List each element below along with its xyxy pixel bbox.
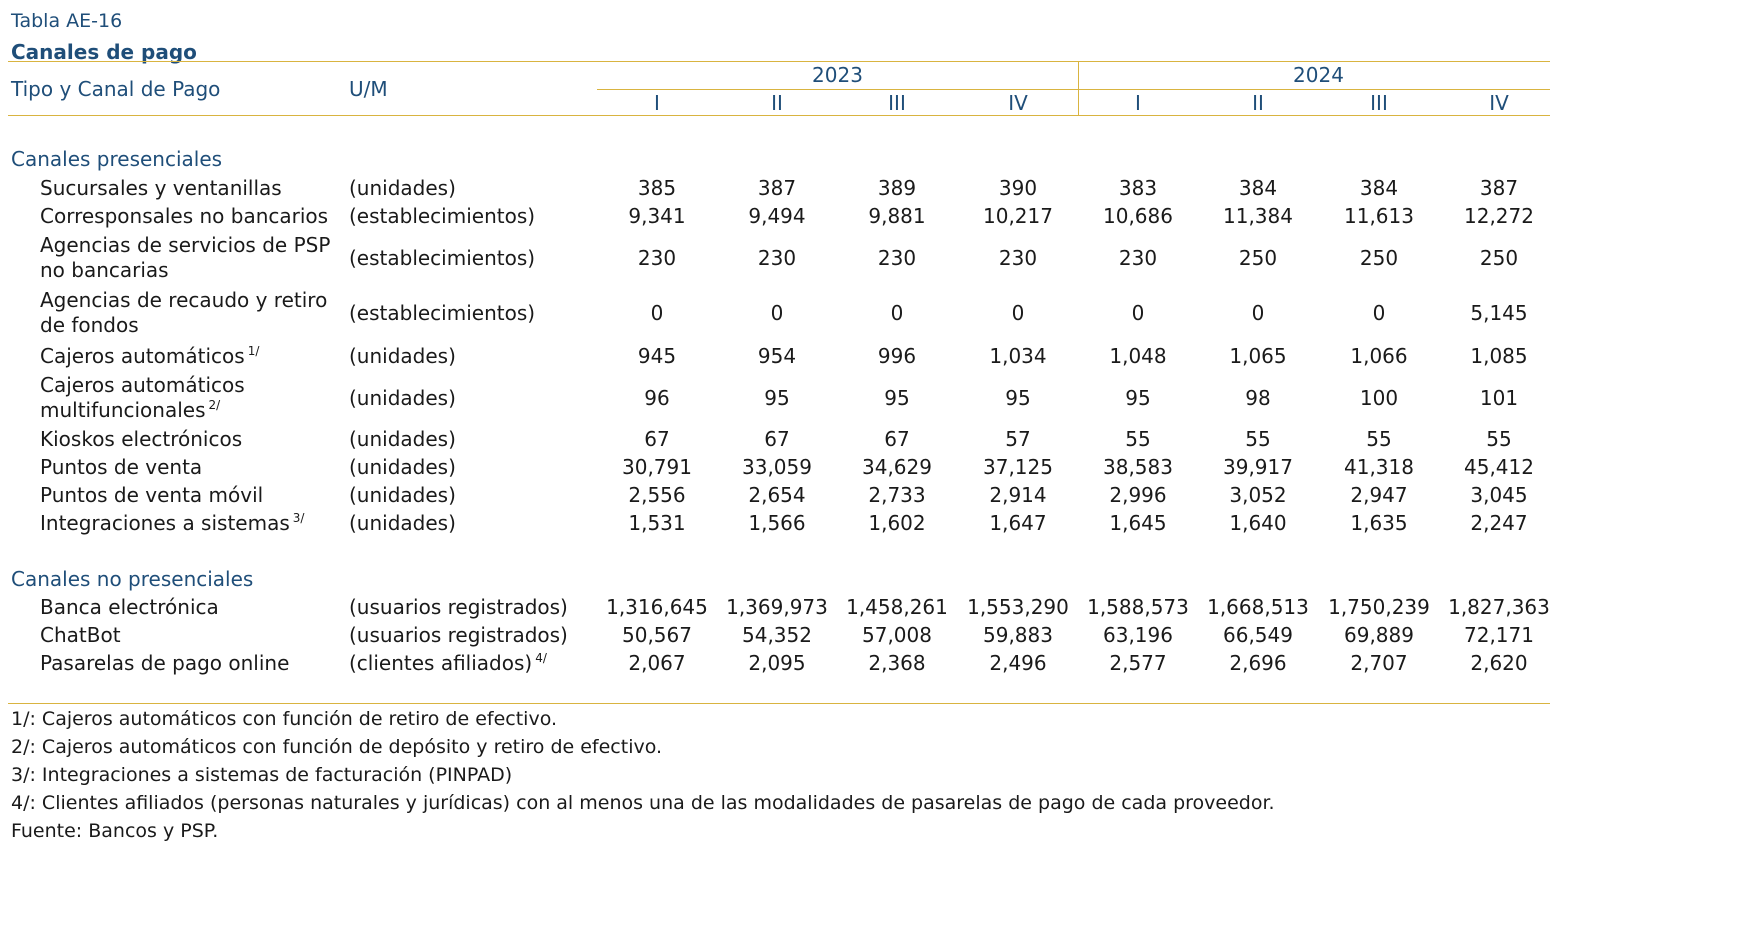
table-cell: 1,048: [1109, 344, 1167, 368]
section-title: Canales no presenciales: [11, 567, 254, 591]
row-label: [40, 344, 345, 369]
row-unit-text: (usuarios registrados): [349, 595, 568, 619]
table-cell: 230: [757, 246, 797, 270]
row-unit: [349, 342, 456, 370]
table-cell: 0: [890, 301, 904, 325]
quarter-header: III: [888, 91, 906, 115]
table-cell: 1,750,239: [1328, 595, 1430, 619]
quarter-header: II: [771, 91, 783, 115]
table-cell: 1,827,363: [1448, 595, 1550, 619]
table-cell: 384: [1359, 176, 1399, 200]
row-label: [40, 176, 345, 201]
table-cell: 9,494: [748, 204, 806, 228]
row-unit: [349, 509, 456, 537]
table-cell: 41,318: [1344, 455, 1414, 479]
table-cell: 250: [1359, 246, 1399, 270]
table-cell: 230: [877, 246, 917, 270]
bottom-rule: [8, 703, 1550, 704]
row-label-text: Cajeros automáticos: [40, 343, 245, 368]
table-cell: 384: [1238, 176, 1278, 200]
quarter-header: I: [1135, 91, 1141, 115]
table-cell: 57: [1005, 427, 1031, 451]
table-cell: 230: [1118, 246, 1158, 270]
table-cell: 2,247: [1470, 511, 1528, 535]
row-label-text: Pasarelas de pago online: [40, 650, 290, 675]
row-unit-text: (usuarios registrados): [349, 623, 568, 647]
row-unit-text: (unidades): [349, 344, 456, 368]
table-cell: 0: [650, 301, 664, 325]
row-label-text: Cajeros automáticos multifuncionales: [40, 373, 245, 422]
table-cell: 389: [877, 176, 917, 200]
row-label: [40, 427, 345, 452]
table-cell: 390: [998, 176, 1038, 200]
table-cell: 11,613: [1344, 204, 1414, 228]
table-cell: 2,996: [1109, 483, 1167, 507]
table-cell: 3,045: [1470, 483, 1528, 507]
table-cell: 39,917: [1223, 455, 1293, 479]
row-unit-text: (clientes afiliados): [349, 651, 533, 675]
row-unit: [349, 453, 456, 481]
table-cell: 54,352: [742, 623, 812, 647]
table-cell: 37,125: [983, 455, 1053, 479]
row-label-text: Banca electrónica: [40, 594, 219, 619]
row-label: [40, 595, 345, 620]
row-label: [40, 651, 345, 676]
row-label-text: ChatBot: [40, 622, 121, 647]
table-cell: 66,549: [1223, 623, 1293, 647]
table-cell: 57,008: [862, 623, 932, 647]
row-label: [40, 204, 345, 229]
table-cell: 3,052: [1229, 483, 1287, 507]
row-unit: [349, 649, 547, 677]
table-cell: 2,707: [1350, 651, 1408, 675]
table-cell: 387: [1479, 176, 1519, 200]
row-label-text: Integraciones a sistemas: [40, 510, 290, 535]
row-unit-text: (establecimientos): [349, 246, 536, 270]
table-cell: 2,067: [628, 651, 686, 675]
row-unit-text: (establecimientos): [349, 301, 536, 325]
table-cell: 55: [1245, 427, 1271, 451]
quarter-header: IV: [1489, 91, 1509, 115]
table-cell: 250: [1479, 246, 1519, 270]
table-cell: 1,635: [1350, 511, 1408, 535]
section-title: Canales presenciales: [11, 147, 223, 171]
footnote: 2/: Cajeros automáticos con función de depósito y retiro de efectivo.: [11, 736, 663, 758]
row-unit: [349, 621, 568, 649]
table-cell: 96: [644, 386, 670, 410]
table-cell: 100: [1359, 386, 1399, 410]
table-cell: 59,883: [983, 623, 1053, 647]
quarter-header: I: [654, 91, 660, 115]
row-unit-text: (unidades): [349, 176, 456, 200]
row-unit: [349, 244, 535, 272]
row-label-text: Sucursales y ventanillas: [40, 175, 282, 200]
row-unit: [349, 299, 535, 327]
table-cell: 45,412: [1464, 455, 1534, 479]
row-unit: [349, 384, 456, 412]
header-year-2024: 2024: [1293, 63, 1344, 87]
table-cell: 2,556: [628, 483, 686, 507]
table-cell: 1,668,513: [1207, 595, 1309, 619]
table-cell: 55: [1366, 427, 1392, 451]
footnote: 1/: Cajeros automáticos con función de retiro de efectivo.: [11, 708, 558, 730]
table-cell: 12,272: [1464, 204, 1534, 228]
table-cell: 10,217: [983, 204, 1053, 228]
footnote: 4/: Clientes afiliados (personas naturales y jurídicas) con al menos una de las modalidades de pasarelas de pago de cada proveedor.: [11, 792, 1275, 814]
header-type: Tipo y Canal de Pago: [11, 77, 221, 101]
header-unit: U/M: [349, 77, 388, 101]
table-cell: 95: [1125, 386, 1151, 410]
row-label-text: Corresponsales no bancarios: [40, 203, 329, 228]
row-unit-text: (unidades): [349, 427, 456, 451]
table-cell: 50,567: [622, 623, 692, 647]
table-cell: 1,085: [1470, 344, 1528, 368]
table-cell: 95: [764, 386, 790, 410]
table-cell: 2,496: [989, 651, 1047, 675]
table-cell: 95: [1005, 386, 1031, 410]
table-cell: 67: [644, 427, 670, 451]
row-unit-text: (unidades): [349, 483, 456, 507]
quarter-header: IV: [1008, 91, 1028, 115]
row-label: [40, 511, 345, 536]
table-cell: 1,066: [1350, 344, 1408, 368]
table-cell: 387: [757, 176, 797, 200]
table-cell: 98: [1245, 386, 1271, 410]
table-cell: 0: [1011, 301, 1025, 325]
table-cell: 0: [1372, 301, 1386, 325]
row-label-text: Agencias de recaudo y retiro de fondos: [40, 288, 328, 337]
table-cell: 0: [770, 301, 784, 325]
row-label-text: Kioskos electrónicos: [40, 426, 243, 451]
table-cell: 1,458,261: [846, 595, 948, 619]
row-label: [40, 483, 345, 508]
footnote-ref: 2/: [208, 398, 221, 413]
table-cell: 1,531: [628, 511, 686, 535]
header-year-2023: 2023: [812, 63, 863, 87]
table-cell: 2,620: [1470, 651, 1528, 675]
table-cell: 0: [1131, 301, 1145, 325]
table-cell: 10,686: [1103, 204, 1173, 228]
footnote-ref: 3/: [292, 510, 305, 525]
footnote-ref: 4/: [535, 651, 547, 666]
table-cell: 1,034: [989, 344, 1047, 368]
row-unit-text: (unidades): [349, 511, 456, 535]
table-cell: 0: [1251, 301, 1265, 325]
table-cell: 1,640: [1229, 511, 1287, 535]
row-unit-text: (unidades): [349, 455, 456, 479]
table-cell: 996: [877, 344, 917, 368]
table-cell: 2,947: [1350, 483, 1408, 507]
table-cell: 33,059: [742, 455, 812, 479]
table-cell: 2,654: [748, 483, 806, 507]
footnote: Fuente: Bancos y PSP.: [11, 820, 219, 842]
table-cell: 2,095: [748, 651, 806, 675]
table-cell: 250: [1238, 246, 1278, 270]
row-label: [40, 288, 345, 338]
table-cell: 945: [637, 344, 677, 368]
row-unit: [349, 202, 535, 230]
footnote-ref: 1/: [247, 343, 260, 358]
table-cell: 38,583: [1103, 455, 1173, 479]
table-cell: 1,553,290: [967, 595, 1069, 619]
table-title: Canales de pago: [11, 40, 197, 64]
table-cell: 30,791: [622, 455, 692, 479]
table-cell: 1,369,973: [726, 595, 828, 619]
table-cell: 9,341: [628, 204, 686, 228]
table-cell: 2,914: [989, 483, 1047, 507]
table-cell: 55: [1125, 427, 1151, 451]
table-cell: 101: [1479, 386, 1519, 410]
row-unit: [349, 425, 456, 453]
table-cell: 11,384: [1223, 204, 1293, 228]
table-cell: 2,696: [1229, 651, 1287, 675]
table-cell: 1,065: [1229, 344, 1287, 368]
table-cell: 1,588,573: [1087, 595, 1189, 619]
table-cell: 69,889: [1344, 623, 1414, 647]
row-label: [40, 373, 345, 423]
table-cell: 383: [1118, 176, 1158, 200]
row-unit-text: (establecimientos): [349, 204, 536, 228]
table-cell: 63,196: [1103, 623, 1173, 647]
table-cell: 72,171: [1464, 623, 1534, 647]
table-cell: 385: [637, 176, 677, 200]
table-cell: 95: [884, 386, 910, 410]
table-cell: 1,647: [989, 511, 1047, 535]
table-cell: 954: [757, 344, 797, 368]
footnote: 3/: Integraciones a sistemas de facturación (PINPAD): [11, 764, 513, 786]
table-id: Tabla AE-16: [11, 10, 123, 32]
table-cell: 67: [884, 427, 910, 451]
table-cell: 1,316,645: [606, 595, 708, 619]
row-label: [40, 233, 345, 283]
row-label-text: Puntos de venta: [40, 454, 203, 479]
row-label: [40, 455, 345, 480]
row-unit: [349, 593, 568, 621]
table-cell: 34,629: [862, 455, 932, 479]
quarter-header: II: [1252, 91, 1264, 115]
row-unit: [349, 481, 456, 509]
row-unit-text: (unidades): [349, 386, 456, 410]
table-cell: 67: [764, 427, 790, 451]
table-cell: 9,881: [868, 204, 926, 228]
table-cell: 55: [1486, 427, 1512, 451]
quarter-header: III: [1370, 91, 1388, 115]
row-label: [40, 623, 345, 648]
table-cell: 1,602: [868, 511, 926, 535]
row-label-text: Agencias de servicios de PSP no bancarias: [40, 233, 331, 282]
table-cell: 5,145: [1470, 301, 1528, 325]
row-label-text: Puntos de venta móvil: [40, 482, 264, 507]
table-cell: 230: [998, 246, 1038, 270]
table-cell: 2,368: [868, 651, 926, 675]
table-cell: 230: [637, 246, 677, 270]
row-unit: [349, 174, 456, 202]
table-cell: 1,566: [748, 511, 806, 535]
table-cell: 2,733: [868, 483, 926, 507]
table-cell: 1,645: [1109, 511, 1167, 535]
table-cell: 2,577: [1109, 651, 1167, 675]
